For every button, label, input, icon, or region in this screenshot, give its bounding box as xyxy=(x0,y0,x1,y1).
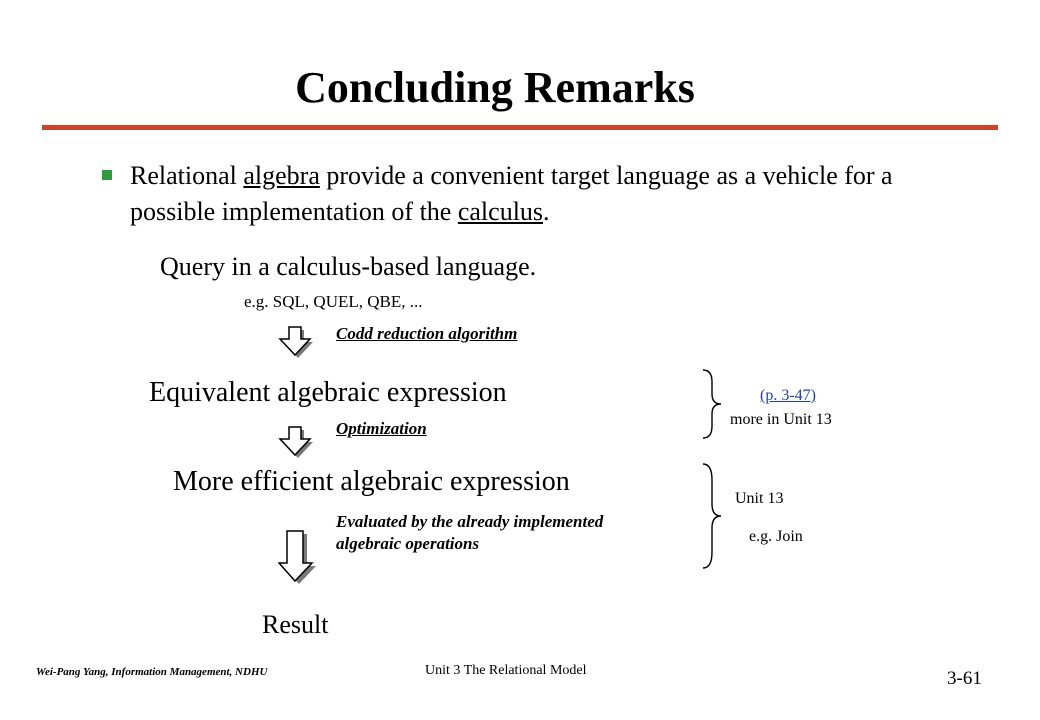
slide-title: Concluding Remarks xyxy=(295,63,695,112)
down-arrow-icon xyxy=(278,424,314,460)
step-codd-reduction: Codd reduction algorithm xyxy=(336,324,518,343)
equivalent-expression: Equivalent algebraic expression xyxy=(149,377,507,408)
page-ref-link[interactable]: (p. 3-47) xyxy=(760,387,816,404)
calculus-word: calculus xyxy=(457,197,544,226)
step-optimization: Optimization xyxy=(336,419,427,438)
unit-note: Unit 13 xyxy=(735,490,784,507)
efficient-expression: More efficient algebraic expression xyxy=(173,466,570,497)
down-arrow-icon xyxy=(278,324,314,360)
bullet-mid: provide a convenient target language as a vehicle for a possible implementation of the xyxy=(130,161,893,226)
right-brace-icon xyxy=(700,462,726,570)
query-example: e.g. SQL, QUEL, QBE, ... xyxy=(244,292,423,311)
step-evaluation: Evaluated by the already implemented algebraic operations xyxy=(336,512,604,553)
bullet-pre: Relational xyxy=(130,161,244,190)
page-number: 3-61 xyxy=(947,668,982,689)
bullet-square-icon xyxy=(102,170,112,180)
right-brace-icon xyxy=(700,368,726,440)
down-arrow-icon xyxy=(278,528,322,586)
algebra-word: algebra xyxy=(243,161,320,190)
join-example: e.g. Join xyxy=(749,528,803,545)
footer-author: Wei-Pang Yang, Information Management, NDHU xyxy=(36,666,268,678)
more-unit-note: more in Unit 13 xyxy=(730,411,832,428)
footer-unit: Unit 3 The Relational Model xyxy=(425,663,587,678)
bullet-end: . xyxy=(543,197,550,226)
query-label: Query in a calculus-based language. xyxy=(160,252,537,281)
bullet-text xyxy=(130,158,920,230)
title-rule xyxy=(42,125,998,130)
result-label: Result xyxy=(262,610,329,639)
